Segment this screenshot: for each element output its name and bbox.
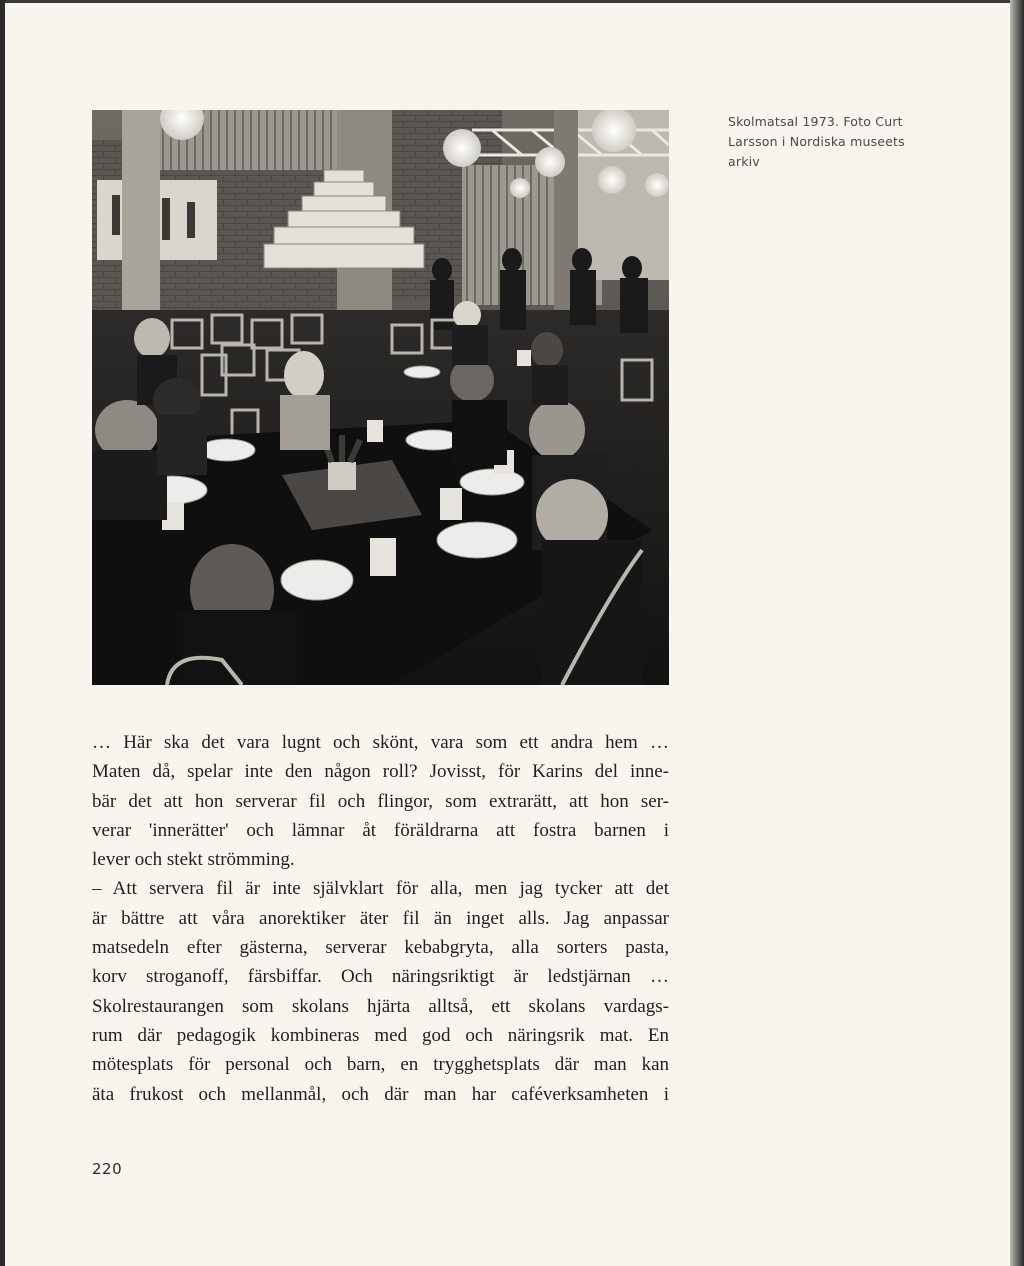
photo-illustration xyxy=(92,110,669,685)
body-line: … Här ska det vara lugnt och skönt, vara som ett andra hem … xyxy=(92,732,669,753)
body-line: matsedeln efter gästerna, serverar kebabgryta, alla sorters pasta, xyxy=(92,937,669,959)
school-cafeteria-photo xyxy=(92,110,669,685)
body-text xyxy=(92,728,669,1109)
body-line: rum där pedagogik kombineras med god och näringsrik mat. En xyxy=(92,1024,669,1046)
page-edge-top xyxy=(0,0,1024,3)
body-line: är bättre att våra anorektiker äter fil än inget alls. Jag anpassar xyxy=(92,907,669,929)
body-line: verar 'innerätter' och lämnar åt föräldrarna att fostra barnen i xyxy=(92,819,669,841)
page-edge-right xyxy=(1010,0,1024,1266)
body-line: Maten då, spelar inte den någon roll? Jovisst, för Karins del inne- xyxy=(92,761,669,783)
page-edge-left xyxy=(0,0,5,1266)
body-line: Skolrestaurangen som skolans hjärta alltså, ett skolans vardags- xyxy=(92,995,669,1017)
body-line: – Att servera fil är inte självklart för alla, men jag tycker att det xyxy=(92,878,669,900)
photo-caption xyxy=(728,112,948,172)
body-line: äta frukost och mellanmål, och där man har caféverksamheten i xyxy=(92,1083,669,1105)
body-line: lever och stekt strömming. xyxy=(92,849,295,871)
caption-line: Skolmatsal 1973. Foto Curt xyxy=(728,114,903,129)
caption-line: Larsson i Nordiska museets xyxy=(728,134,905,149)
body-line: mötesplats för personal och barn, en trygghetsplats där man kan xyxy=(92,1054,669,1076)
body-line: korv stroganoff, färsbiffar. Och näringsriktigt är ledstjärnan … xyxy=(92,966,669,988)
caption-line: arkiv xyxy=(728,154,760,169)
page-number: 220 xyxy=(92,1160,123,1178)
body-line: bär det att hon serverar fil och flingor, som extrarätt, att hon ser- xyxy=(92,790,669,812)
